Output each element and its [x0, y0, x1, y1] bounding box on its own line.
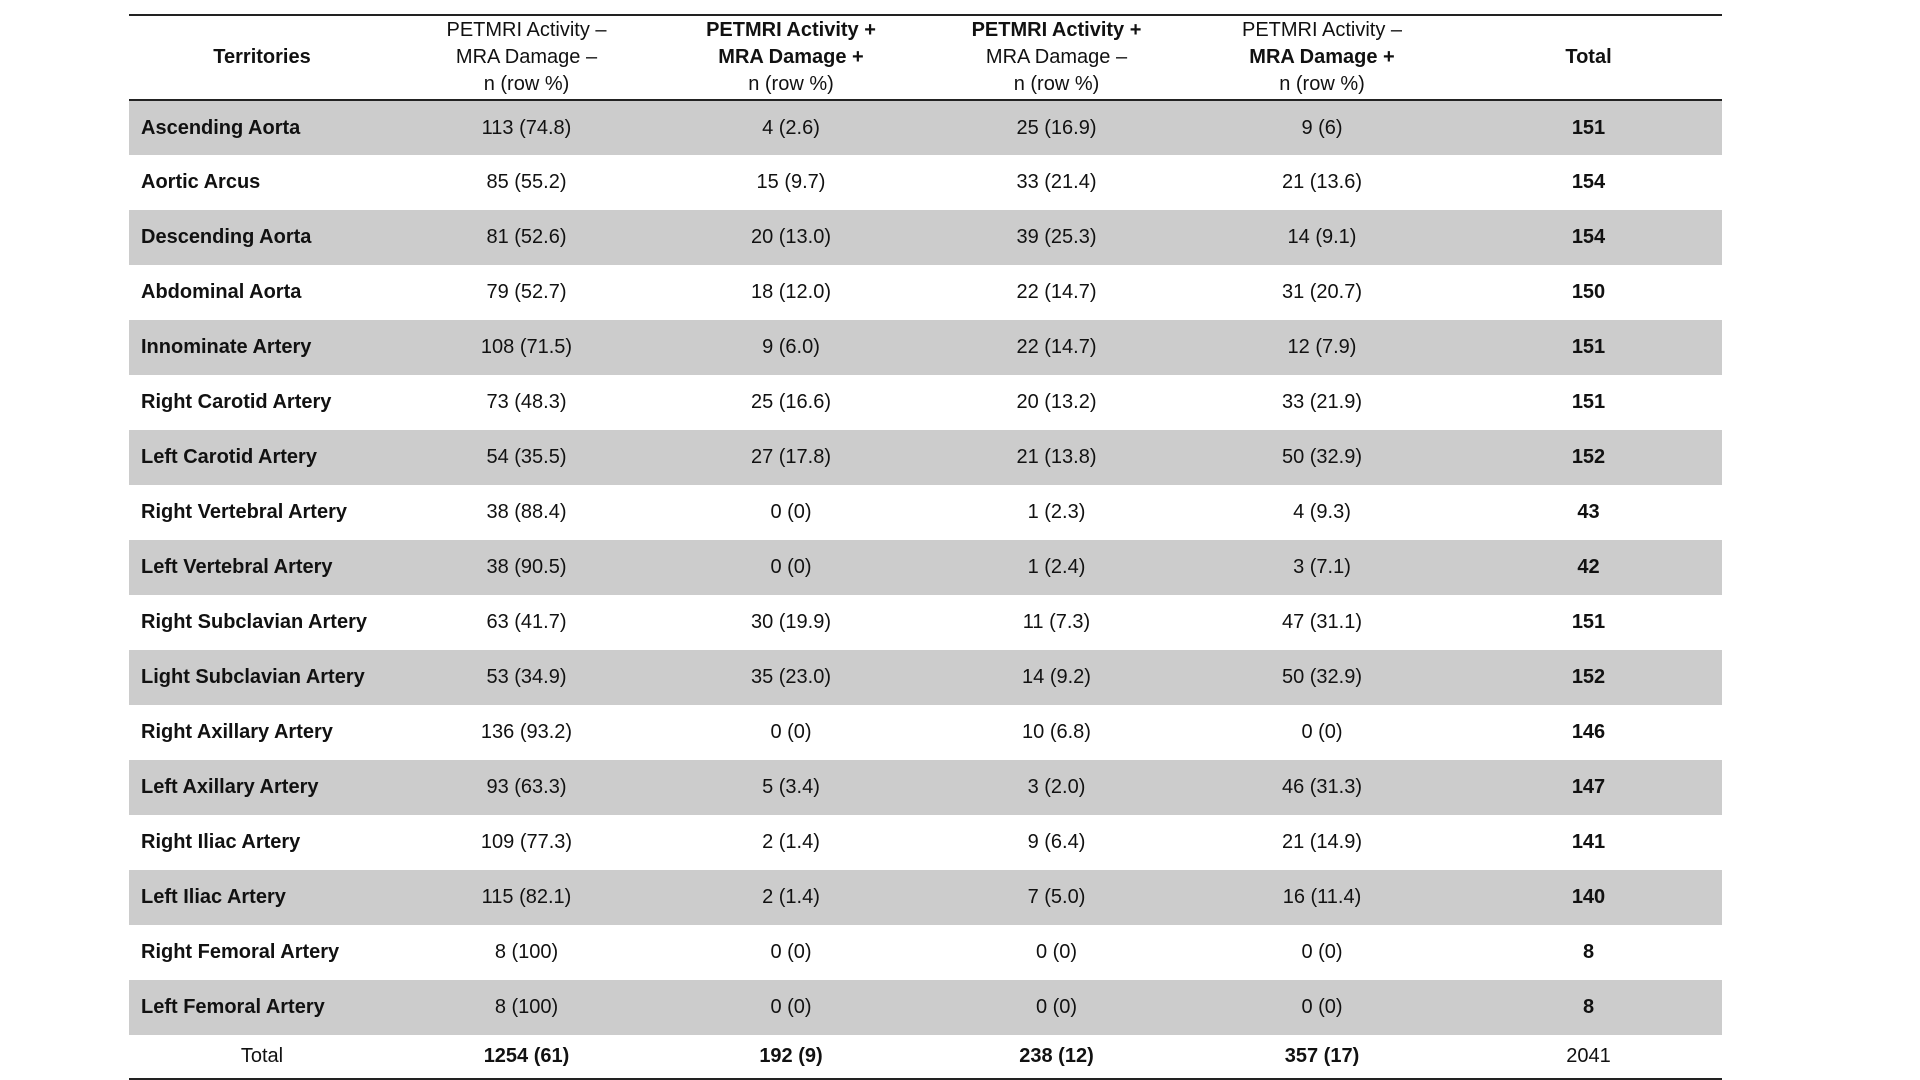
count-cell: 21 (13.8) [1016, 446, 1097, 468]
table-row [129, 925, 1722, 980]
territory-cell: Right Vertebral Artery [141, 501, 347, 523]
count-cell: 2 (1.4) [762, 886, 820, 908]
table-row [129, 265, 1722, 320]
header-activity-neg-damage-pos [1189, 15, 1455, 100]
count-cell: 136 (93.2) [480, 721, 573, 743]
count-cell: 14 (9.2) [1022, 666, 1091, 688]
count-cell: 8 (100) [494, 941, 559, 963]
table-header [129, 15, 1722, 100]
count-cell: 85 (55.2) [486, 171, 567, 193]
count-cell: 35 (23.0) [750, 666, 832, 688]
header-activity-neg-damage-neg [395, 15, 658, 100]
count-cell: 14 (9.1) [1287, 226, 1357, 248]
table-row [129, 320, 1722, 375]
count-cell: 0 (0) [1035, 996, 1078, 1018]
total-value-cell: 1254 (61) [483, 1045, 570, 1067]
count-cell: 20 (13.2) [1016, 391, 1097, 413]
count-cell: 38 (90.5) [486, 556, 567, 578]
count-cell: 1 (2.3) [1027, 501, 1086, 523]
header-line: PETMRI Activity + [706, 19, 876, 41]
count-cell: 0 (0) [770, 996, 812, 1018]
table-row [129, 100, 1722, 155]
row-total-cell: 151 [1571, 611, 1606, 633]
count-cell: 11 (7.3) [1022, 611, 1091, 633]
territory-cell: Ascending Aorta [141, 116, 301, 139]
count-cell: 113 (74.8) [481, 116, 572, 139]
count-cell: 25 (16.6) [750, 391, 832, 413]
row-total-cell: 140 [1571, 886, 1606, 908]
row-total-cell: 152 [1571, 666, 1606, 688]
header-line: n (row %) [748, 73, 834, 95]
row-total-cell: 150 [1571, 281, 1606, 303]
count-cell: 115 (82.1) [481, 886, 572, 908]
table-row [129, 485, 1722, 540]
total-value-cell: 238 (12) [1019, 1045, 1094, 1067]
count-cell: 9 (6) [1301, 116, 1343, 139]
total-label-cell: Total [240, 1045, 284, 1067]
count-cell: 2 (1.4) [762, 831, 820, 853]
count-cell: 3 (7.1) [1293, 556, 1351, 578]
count-cell: 31 (20.7) [1281, 281, 1363, 303]
count-cell: 18 (12.0) [750, 281, 832, 303]
count-cell: 4 (2.6) [762, 116, 820, 139]
territory-cell: Left Femoral Artery [141, 996, 325, 1018]
count-cell: 0 (0) [1301, 941, 1343, 963]
header-activity-pos-damage-pos [658, 15, 924, 100]
count-cell: 10 (6.8) [1022, 721, 1091, 743]
header-territories [129, 15, 395, 100]
territory-cell: Left Axillary Artery [141, 776, 319, 798]
count-cell: 5 (3.4) [762, 776, 820, 798]
count-cell: 15 (9.7) [756, 171, 826, 193]
count-cell: 27 (17.8) [750, 446, 832, 468]
territory-cell: Left Carotid Artery [141, 446, 317, 468]
total-value-cell: 2041 [1566, 1045, 1611, 1067]
count-cell: 46 (31.3) [1281, 776, 1363, 798]
count-cell: 108 (71.5) [480, 336, 573, 358]
table-row [129, 760, 1722, 815]
count-cell: 0 (0) [770, 501, 812, 523]
count-cell: 79 (52.7) [486, 281, 567, 303]
territory-cell: Right Carotid Artery [141, 391, 332, 413]
count-cell: 21 (14.9) [1281, 831, 1363, 853]
territories-table [129, 14, 1722, 1080]
row-total-cell: 8 [1582, 996, 1595, 1018]
table-row [129, 375, 1722, 430]
territory-cell: Right Femoral Artery [141, 941, 340, 963]
header-line: MRA Damage + [718, 46, 864, 68]
territory-cell: Right Iliac Artery [141, 831, 301, 853]
total-value-cell: 192 (9) [759, 1045, 823, 1067]
header-line: n (row %) [1279, 73, 1365, 95]
total-row [129, 1035, 1722, 1079]
count-cell: 30 (19.9) [750, 611, 832, 633]
count-cell: 1 (2.4) [1027, 556, 1086, 578]
count-cell: 54 (35.5) [486, 446, 567, 468]
row-total-cell: 151 [1571, 116, 1606, 139]
row-total-cell: 8 [1582, 941, 1595, 963]
row-total-cell: 42 [1577, 556, 1600, 578]
territory-cell: Left Iliac Artery [141, 886, 286, 908]
row-total-cell: 146 [1571, 721, 1606, 743]
count-cell: 73 (48.3) [486, 391, 567, 413]
count-cell: 0 (0) [770, 721, 812, 743]
row-total-cell: 152 [1571, 446, 1606, 468]
count-cell: 16 (11.4) [1282, 886, 1362, 908]
header-line: MRA Damage + [1249, 46, 1395, 68]
count-cell: 9 (6.0) [762, 336, 820, 358]
count-cell: 0 (0) [1301, 721, 1343, 743]
table-row [129, 705, 1722, 760]
territory-cell: Light Subclavian Artery [141, 666, 365, 688]
row-total-cell: 151 [1571, 391, 1606, 413]
count-cell: 20 (13.0) [750, 226, 832, 248]
row-total-cell: 154 [1571, 171, 1606, 193]
row-total-cell: 141 [1571, 831, 1606, 853]
count-cell: 22 (14.7) [1016, 281, 1097, 303]
count-cell: 47 (31.1) [1281, 611, 1363, 633]
header-line: Total [1565, 46, 1612, 68]
count-cell: 50 (32.9) [1281, 446, 1363, 468]
table-row [129, 870, 1722, 925]
territory-cell: Descending Aorta [141, 226, 312, 248]
header-line: n (row %) [1013, 73, 1100, 95]
header-line: PETMRI Activity – [1241, 19, 1403, 41]
table-row [129, 155, 1722, 210]
count-cell: 109 (77.3) [480, 831, 573, 853]
count-cell: 63 (41.7) [486, 611, 567, 633]
count-cell: 50 (32.9) [1281, 666, 1363, 688]
table-row [129, 430, 1722, 485]
count-cell: 0 (0) [770, 941, 812, 963]
count-cell: 9 (6.4) [1027, 831, 1086, 853]
row-total-cell: 43 [1577, 501, 1600, 523]
data-table-container [129, 14, 1722, 1080]
territory-cell: Abdominal Aorta [141, 281, 302, 303]
count-cell: 81 (52.6) [486, 226, 567, 248]
territory-cell: Right Subclavian Artery [141, 611, 367, 633]
territory-cell: Left Vertebral Artery [141, 556, 333, 578]
count-cell: 4 (9.3) [1293, 501, 1351, 523]
header-line: n (row %) [483, 73, 570, 95]
header-total [1455, 15, 1722, 100]
count-cell: 39 (25.3) [1016, 226, 1097, 248]
table-row [129, 210, 1722, 265]
count-cell: 3 (2.0) [1027, 776, 1086, 798]
count-cell: 33 (21.4) [1016, 171, 1097, 193]
header-line: PETMRI Activity + [971, 19, 1142, 41]
total-value-cell: 357 (17) [1284, 1045, 1360, 1067]
territory-cell: Innominate Artery [141, 336, 312, 358]
count-cell: 25 (16.9) [1016, 116, 1097, 139]
header-line: Territories [213, 46, 311, 68]
territory-cell: Aortic Arcus [141, 171, 261, 193]
row-total-cell: 154 [1571, 226, 1606, 248]
header-line: PETMRI Activity – [446, 19, 607, 41]
table-body [129, 100, 1722, 1035]
header-line: MRA Damage – [455, 46, 598, 68]
row-total-cell: 151 [1571, 336, 1606, 358]
count-cell: 21 (13.6) [1281, 171, 1363, 193]
count-cell: 0 (0) [1035, 941, 1078, 963]
header-line: MRA Damage – [985, 46, 1128, 68]
table-row [129, 595, 1722, 650]
table-row [129, 980, 1722, 1035]
count-cell: 0 (0) [770, 556, 812, 578]
count-cell: 22 (14.7) [1016, 336, 1097, 358]
count-cell: 38 (88.4) [486, 501, 567, 523]
count-cell: 8 (100) [494, 996, 559, 1018]
table-row [129, 815, 1722, 870]
header-activity-pos-damage-neg [924, 15, 1189, 100]
table-row [129, 540, 1722, 595]
count-cell: 0 (0) [1301, 996, 1343, 1018]
count-cell: 53 (34.9) [486, 666, 567, 688]
count-cell: 7 (5.0) [1027, 886, 1086, 908]
count-cell: 33 (21.9) [1281, 391, 1363, 413]
territory-cell: Right Axillary Artery [141, 721, 333, 743]
header-row [129, 15, 1722, 100]
table-row [129, 650, 1722, 705]
count-cell: 93 (63.3) [486, 776, 567, 798]
count-cell: 12 (7.9) [1287, 336, 1357, 358]
table-footer [129, 1035, 1722, 1079]
row-total-cell: 147 [1571, 776, 1606, 798]
